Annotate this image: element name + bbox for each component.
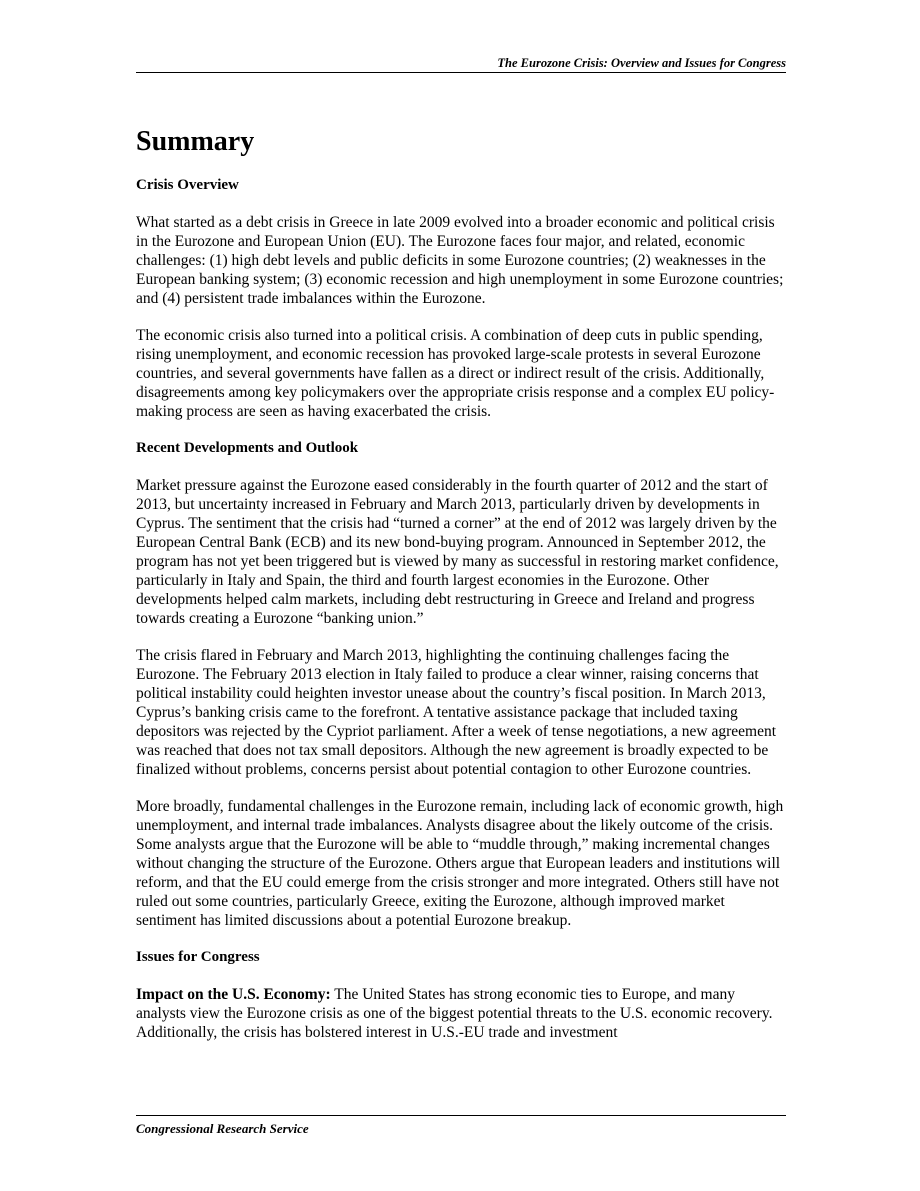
inline-label-impact: Impact on the U.S. Economy: xyxy=(136,986,331,1003)
paragraph: What started as a debt crisis in Greece in late 2009 evolved into a broader economic and political crisis in the Eurozone and European Union (EU). The Eurozone faces four major, and related, economic challenges: (1) high debt levels and public deficits in some Eurozone countries; (2) weaknesses in the European banking system; (3) economic recession and high unemployment in some Eurozone countries; and (4) persistent trade imbalances within the Eurozone. xyxy=(136,214,784,307)
paragraph: Market pressure against the Eurozone eased considerably in the fourth quarter of 2012 and the start of 2013, but uncertainty increased in February and March 2013, particularly driven by developments in Cyprus. The sentiment that the crisis had “turned a corner” at the end of 2012 was largely driven by the European Central Bank (ECB) and its new bond-buying program. Announced in September 2012, the program has not yet been triggered but is viewed by many as successful in restoring market confidence, particularly in Italy and Spain, the third and fourth largest economies in the Eurozone. Other developments helped calm markets, including debt restructuring in Greece and Ireland and progress towards creating a Eurozone “banking union.” xyxy=(136,477,779,627)
paragraph: The economic crisis also turned into a political crisis. A combination of deep cuts in public spending, rising unemployment, and economic recession has provoked large-scale protests in several Eurozone countries, and several governments have fallen as a direct or indirect result of the crisis. Additionally, disagreements among key policymakers over the appropriate crisis response and a complex EU policy-making process are seen as having exacerbated the crisis. xyxy=(136,327,775,420)
page-body xyxy=(136,122,786,1042)
paragraph: The crisis flared in February and March 2013, highlighting the continuing challenges facing the Eurozone. The February 2013 election in Italy failed to produce a clear winner, raising concerns that political instability could heighten investor unease about the country’s fiscal position. In March 2013, Cyprus’s banking crisis came to the forefront. A tentative assistance package that included taxing depositors was rejected by the Cypriot parliament. After a week of tense negotiations, a new agreement was reached that does not tax small depositors. Although the new agreement is broadly expected to be finalized without problems, concerns persist about potential contagion to other Eurozone countries. xyxy=(136,647,777,778)
running-header: The Eurozone Crisis: Overview and Issues for Congress xyxy=(497,56,786,70)
section-heading-issues-for-congress: Issues for Congress xyxy=(136,949,260,965)
header-rule xyxy=(136,72,786,73)
paragraph-text: The United States has strong economic ties to Europe, and many analysts view the Eurozone crisis as one of the biggest potential threats to the U.S. economic recovery. Additionally, the crisis has bolstered interest in U.S.-EU trade and investment xyxy=(136,986,773,1041)
paragraph-impact xyxy=(136,985,786,1042)
page-title: Summary xyxy=(136,126,255,157)
footer-rule xyxy=(136,1115,786,1116)
section-heading-crisis-overview: Crisis Overview xyxy=(136,177,239,193)
paragraph: More broadly, fundamental challenges in the Eurozone remain, including lack of economic growth, high unemployment, and internal trade imbalances. Analysts disagree about the likely outcome of the crisis. Some analysts argue that the Eurozone will be able to “muddle through,” making incremental changes without changing the structure of the Eurozone. Others argue that European leaders and institutions will reform, and that the EU could emerge from the crisis stronger and more integrated. Others still have not ruled out some countries, particularly Greece, exiting the Eurozone, although improved market sentiment has limited discussions about a potential Eurozone breakup. xyxy=(136,798,784,929)
running-footer: Congressional Research Service xyxy=(136,1121,309,1136)
section-heading-recent-developments: Recent Developments and Outlook xyxy=(136,440,359,456)
